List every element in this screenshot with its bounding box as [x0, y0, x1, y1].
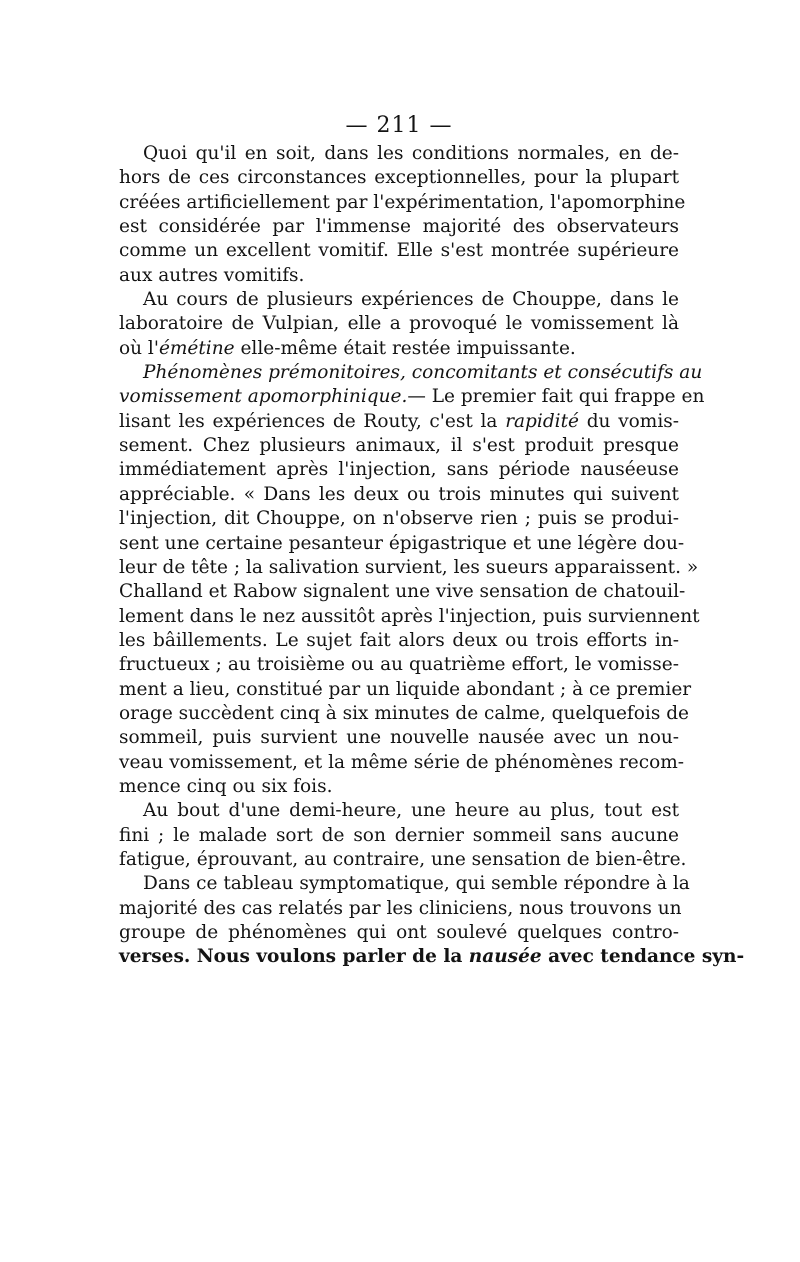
text-run: lisant les expériences de Routy, c'est la — [119, 410, 506, 432]
paragraph-3 — [119, 361, 705, 799]
page-number: — 211 — — [345, 113, 453, 138]
text-run: avec tendance syn- — [541, 946, 745, 968]
text-line: appréciable. « Dans les deux ou trois minutes qui suivent — [119, 483, 679, 505]
text-line: Dans ce tableau symptomatique, qui semble répondre à la — [143, 873, 690, 895]
text-line: Au cours de plusieurs expériences de Chouppe, dans le — [143, 289, 679, 311]
text-line: leur de tête ; la salivation survient, les sueurs apparaissent. » — [119, 556, 699, 578]
paragraph-1 — [119, 142, 686, 288]
paragraph-5 — [119, 872, 745, 969]
text-run: du vomis- — [578, 410, 679, 432]
text-run: elle-même était restée impuissante. — [234, 337, 576, 359]
text-line-mixed — [119, 337, 679, 361]
text-line: comme un excellent vomitif. Elle s'est montrée supérieure — [119, 240, 679, 262]
text-line: groupe de phénomènes qui ont soulevé quelques contro- — [119, 922, 679, 943]
text-line: fructueux ; au troisième ou au quatrième effort, le vomisse- — [119, 654, 679, 676]
text-run: — Le premier fait qui frappe en — [407, 386, 705, 408]
text-line: est considérée par l'immense majorité des observateurs — [119, 216, 679, 238]
text-line-mixed — [119, 385, 705, 409]
text-line: lement dans le nez aussitôt après l'injection, puis surviennent — [119, 605, 700, 627]
section-heading-italic: Phénomènes prémonitoires, concomitants et consécutifs au — [143, 362, 703, 384]
text-line-mixed — [119, 410, 679, 434]
text-line-mixed — [119, 945, 745, 969]
text-line: l'injection, dit Chouppe, on n'observe rien ; puis se produi- — [119, 508, 679, 530]
text-line: Quoi qu'il en soit, dans les conditions normales, en de- — [143, 143, 679, 164]
text-line: hors de ces circonstances exceptionnelles, pour la plupart — [119, 167, 679, 189]
paragraph-2 — [119, 288, 679, 361]
text-line: Challand et Rabow signalent une vive sensation de chatouil- — [119, 581, 686, 603]
text-line: sement. Chez plusieurs animaux, il s'est produit presque — [119, 435, 679, 457]
book-page — [119, 112, 745, 970]
italic-term-rapidite: rapidité — [505, 410, 579, 432]
text-run: où l' — [119, 337, 159, 359]
text-line: majorité des cas relatés par les cliniciens, nous trouvons un — [119, 897, 682, 919]
text-line: les bâillements. Le sujet fait alors deux ou trois efforts in- — [119, 629, 679, 651]
paragraph-4 — [119, 799, 687, 872]
text-line: ment a lieu, constitué par un liquide abondant ; à ce premier — [119, 678, 692, 700]
text-run: verses. Nous voulons parler de la — [119, 946, 469, 968]
text-line: sent une certaine pesanteur épigastrique et une légère dou- — [119, 532, 685, 554]
text-line: créées artificiellement par l'expérimentation, l'apomorphine — [119, 191, 686, 213]
text-line: veau vomissement, et la même série de phénomènes recom- — [119, 751, 685, 773]
text-line: immédiatement après l'injection, sans période nauséeuse — [119, 459, 679, 481]
italic-term-nausee: nausée — [468, 946, 542, 968]
text-line: Au bout d'une demi-heure, une heure au plus, tout est — [143, 800, 679, 822]
section-heading-italic: vomissement apomorphinique. — [119, 386, 408, 408]
text-line: sommeil, puis survient une nouvelle nausée avec un nou- — [119, 727, 679, 749]
text-line: orage succèdent cinq à six minutes de calme, quelquefois de — [119, 702, 690, 724]
text-line: fini ; le malade sort de son dernier sommeil sans aucune — [119, 824, 679, 846]
text-line: aux autres vomitifs. — [119, 264, 305, 286]
text-line: mence cinq ou six fois. — [119, 775, 333, 797]
italic-term-emetine: émétine — [158, 337, 235, 359]
text-line: fatigue, éprouvant, au contraire, une sensation de bien-être. — [119, 848, 687, 870]
section-heading-line — [119, 361, 703, 385]
text-line: laboratoire de Vulpian, elle a provoqué le vomissement là — [119, 313, 679, 335]
